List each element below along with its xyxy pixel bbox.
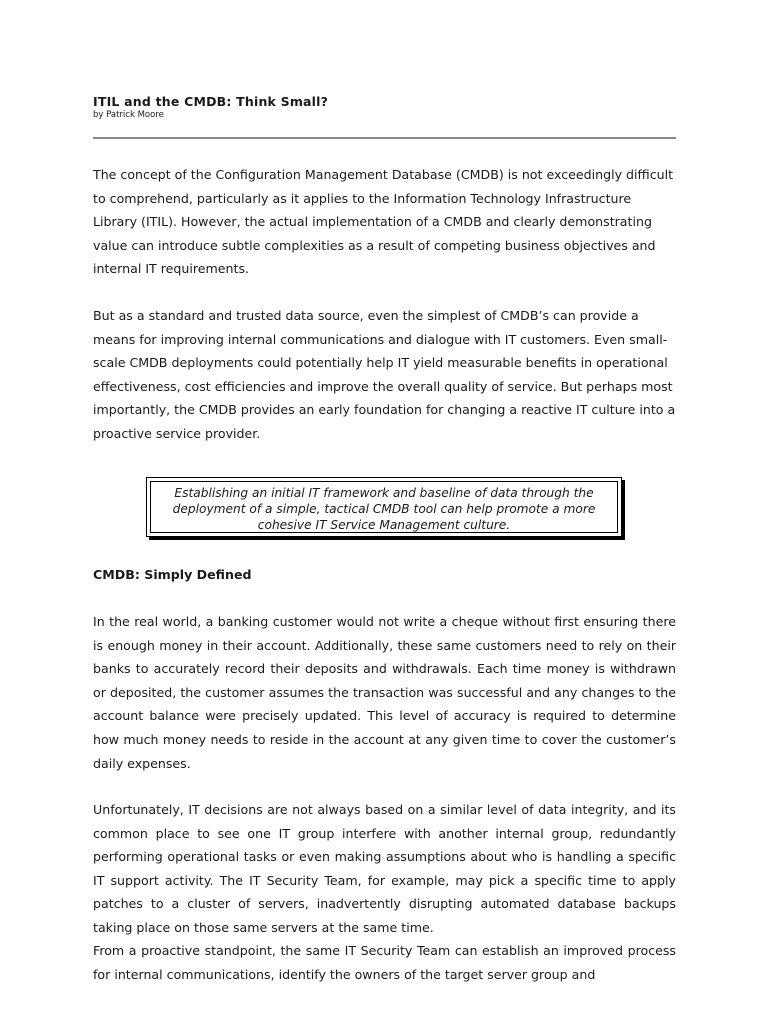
title-divider xyxy=(93,137,676,139)
document-title: ITIL and the CMDB: Think Small? xyxy=(93,94,329,109)
pull-quote-box xyxy=(146,477,622,537)
author-byline: by Patrick Moore xyxy=(93,110,164,120)
pull-quote-text: Establishing an initial IT framework and baseline of data through the deployment of a simple, tactical CMDB tool can help promote a more cohesive IT Service Management culture. xyxy=(150,481,618,533)
paragraph-data-integrity: Unfortunately, IT decisions are not always based on a similar level of data integrity, and its common place to see one IT group interfere with another internal group, redundantly performing operational tasks or even making assumptions about who is handling a specific IT support activity. The IT Security Team, for example, may pick a specific time to apply patches to a cluster of servers, inadvertently disrupting automated database backups taking place on those same servers at the same time. xyxy=(93,802,676,935)
paragraph-banking-example: In the real world, a banking customer would not write a cheque without first ensuring there is enough money in their account. Additionally, these same customers need to rely on their banks to accurately record their deposits and withdrawals. Each time money is withdrawn or deposited, the customer assumes the transaction was successful and any changes to the account balance were precisely updated. This level of accuracy is required to determine how much money needs to reside in the account at any given time to cover the customer’s daily expenses. xyxy=(93,614,676,771)
section-heading: CMDB: Simply Defined xyxy=(93,567,252,582)
paragraph-standard-data-source: But as a standard and trusted data source, even the simplest of CMDB’s can provide a means for improving internal communications and dialogue with IT customers. Even small-scale CMDB deployments could potentially help IT yield measurable benefits in operational effectiveness, cost efficiencies and improve the overall quality of service. But perhaps most importantly, the CMDB provides an early foundation for changing a reactive IT culture into a proactive service provider. xyxy=(93,308,676,441)
paragraph-intro: The concept of the Configuration Management Database (CMDB) is not exceedingly difficult to comprehend, particularly as it applies to the Information Technology Infrastructure Library (ITIL). However, the actual implementation of a CMDB and clearly demonstrating value can introduce subtle complexities as a result of competing business objectives and internal IT requirements. xyxy=(93,167,674,277)
paragraph-proactive-standpoint: From a proactive standpoint, the same IT Security Team can establish an improved process for internal communications, identify the owners of the target server group and xyxy=(93,943,676,982)
